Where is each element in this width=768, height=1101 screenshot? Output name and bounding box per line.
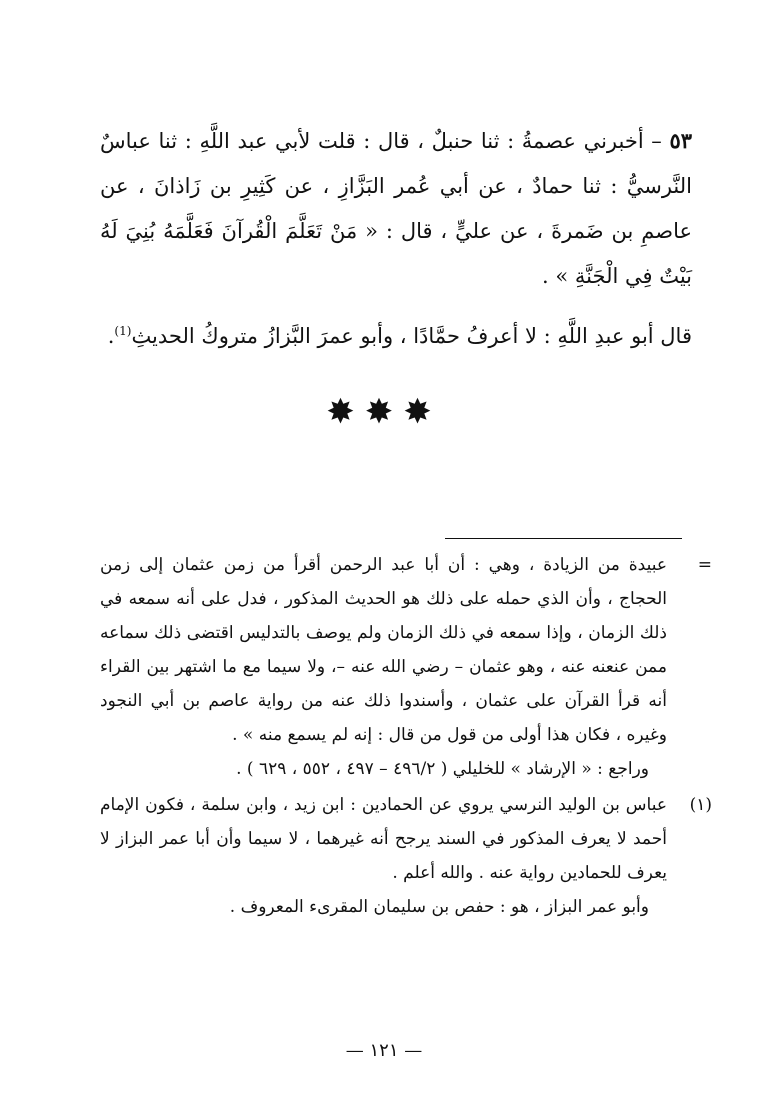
footnote-1-subtext: وأبو عمر البزاز ، هو : حفص بن سليمان المقرىء المعروف . [229,897,649,917]
main-text [100,118,692,359]
footnotes [100,548,712,924]
footnote-1-body [100,788,667,924]
continuation-body [100,548,667,786]
hadith-number: ٥٣ [669,128,692,153]
continuation-text: عبيدة من الزيادة ، وهي : أن أبا عبد الرحمن أقرأ من زمن عثمان إلى زمن الحجاج ، وأن الذي حمله على ذلك هو الحديث المذكور ، فدل على أنه سمعه في ذلك الزمان ، وإذا سمعه في ذلك الزمان ولم يوصف بالتدليس اقتضى ذلك سماعه ممن عنعنه عنه ، وهو عثمان – رضي الله عنه –، ولا سيما مع ما اشتهر بين القراء أنه قرأ القرآن على عثمان ، وأسندوا ذلك عنه من رواية عاصم بن أبي النجود وغيره ، فكان هذا أولى من قول من قال : إنه لم يسمع منه » . [100,555,667,745]
commentary-paragraph [100,309,692,359]
page-number: — ١٢١ — [345,1040,423,1061]
hadith-text: – أخبرني عصمةُ : ثنا حنبلٌ ، قال : قلت لأبي عبد اللَّهِ : ثنا عباسٌ النَّرسيُّ : ثنا حمادٌ ، عن أبي عُمر البَزَّازِ ، عن كَثِيرِ بن زَاذانَ ، عن عاصمِ بن ضَمرةَ ، عن عليٍّ ، قال : « مَنْ تَعَلَّمَ الْقُرآنَ فَعَلَّمَهُ بُنِيَ لَهُ بَيْتٌ فِي الْجَنَّةِ » . [100,129,692,288]
continuation-marker: = [697,555,712,575]
footnote-1 [100,788,712,924]
footnote-1-text: عباس بن الوليد النرسي يروي عن الحمادين : ابن زيد ، وابن سلمة ، فكون الإمام أحمد لا يعرف المذكور في السند يرجح أنه غيرهما ، لا سيما وأن أبا عمر البزاز لا يعرف للحمادين رواية عنه . والله أعلم . [100,795,667,883]
hadith-paragraph [100,118,692,299]
continuation-reference: وراجع : « الإرشاد » للخليلي ( ٤٩٦/٢ – ٤٩٧ ، ٥٥٢ ، ٦٢٩ ) . [236,759,649,779]
footnote-reference[interactable]: (1) [114,324,132,338]
footnote-continuation [100,548,712,786]
footnote-1-marker: (١) [689,795,712,815]
commentary-text: قال أبو عبدِ اللَّهِ : لا أعرفُ حمَّادًا ، وأبو عمرَ البَّزازُ متروكُ الحديثِ [131,324,692,348]
footnote-divider [445,538,682,539]
commentary-end: . [107,324,115,348]
section-separator-stars: ✸✸✸ [326,392,442,432]
